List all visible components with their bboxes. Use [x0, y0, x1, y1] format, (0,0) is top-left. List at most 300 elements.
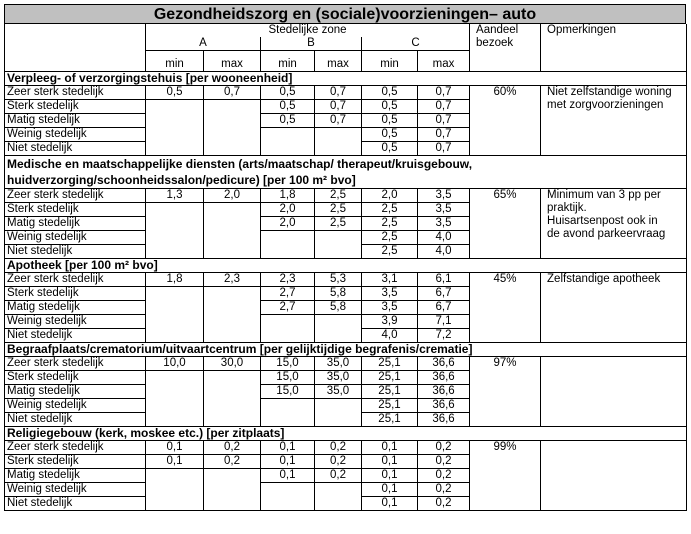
value-cell [418, 398, 470, 412]
value-cell [362, 314, 418, 328]
value-cell [418, 272, 470, 286]
note-line: met zorgvoorzieningen [547, 98, 664, 111]
value-cell [315, 141, 362, 155]
value-cell [362, 454, 418, 468]
value-text: 35,0 [326, 384, 350, 397]
value-cell [418, 370, 470, 384]
value-cell [362, 440, 418, 454]
value-cell [146, 328, 204, 342]
value-cell [204, 328, 261, 342]
value-cell [315, 482, 362, 496]
value-cell [204, 141, 261, 155]
value-text: 25,1 [378, 370, 401, 383]
section-header-row [5, 71, 687, 85]
value-cell [315, 328, 362, 342]
value-text: 0,7 [330, 99, 346, 112]
value-text: 3,5 [381, 286, 398, 299]
value-text: 0,5 [381, 99, 398, 112]
value-cell [418, 384, 470, 398]
value-text: 2,5 [330, 216, 346, 229]
value-cell [146, 244, 204, 258]
value-cell [261, 328, 315, 342]
value-cell [261, 113, 315, 127]
value-cell [418, 496, 470, 510]
value-text: 0,1 [166, 440, 183, 453]
value-cell [204, 300, 261, 314]
value-cell [204, 230, 261, 244]
value-cell [204, 113, 261, 127]
row-label: Niet stedelijk [5, 412, 146, 426]
table-row [5, 188, 687, 202]
value-cell [146, 440, 204, 454]
value-text: 0,1 [166, 454, 183, 467]
value-text: 0,7 [435, 85, 452, 98]
value-text: 0,2 [330, 468, 346, 481]
value-cell [261, 454, 315, 468]
value-cell [146, 216, 204, 230]
value-text: 0,2 [224, 440, 240, 453]
value-cell [418, 244, 470, 258]
value-cell [204, 356, 261, 370]
value-cell [261, 127, 315, 141]
value-cell [315, 286, 362, 300]
value-text: 25,1 [378, 412, 401, 425]
value-cell [418, 216, 470, 230]
value-text: 25,1 [378, 384, 401, 397]
section-header-row [5, 342, 687, 356]
value-text: 0,5 [166, 85, 183, 98]
row-label: Weinig stedelijk [5, 127, 146, 141]
value-cell [418, 286, 470, 300]
corner-cell-2 [5, 37, 146, 51]
zone-c-header: C [362, 37, 470, 51]
row-label: Niet stedelijk [5, 496, 146, 510]
note-line: de avond parkeervraag [547, 227, 666, 240]
value-text: 2,3 [224, 272, 240, 285]
corner-cell [5, 24, 146, 37]
value-text: 0,7 [330, 113, 346, 126]
value-text: 25,1 [378, 356, 401, 369]
value-cell [204, 468, 261, 482]
value-cell [146, 202, 204, 216]
value-cell [261, 99, 315, 113]
table-row [5, 272, 687, 286]
row-label: Niet stedelijk [5, 328, 146, 342]
value-text: 2,0 [381, 188, 398, 201]
value-text: 5,3 [330, 272, 346, 285]
value-text: 36,6 [432, 356, 455, 369]
value-cell [261, 384, 315, 398]
section-title: Medische en maatschappelijke diensten (arts/maatschap/ therapeut/kruisgebouw, huidverzorging/schoonheidssalon/pedicure) [per 100 m² bvo] [5, 155, 687, 188]
value-cell [146, 412, 204, 426]
value-cell [418, 230, 470, 244]
value-cell [204, 314, 261, 328]
value-cell [418, 482, 470, 496]
value-cell [418, 300, 470, 314]
value-text: 0,5 [279, 85, 296, 98]
value-cell [362, 244, 418, 258]
value-cell [315, 85, 362, 99]
value-cell [146, 398, 204, 412]
value-cell [261, 440, 315, 454]
row-label: Weinig stedelijk [5, 398, 146, 412]
value-cell [315, 127, 362, 141]
value-cell [146, 468, 204, 482]
value-text: 4,0 [381, 328, 398, 341]
value-text: 0,1 [279, 440, 296, 453]
min-header: min [362, 51, 418, 72]
value-text: 2,5 [381, 216, 398, 229]
row-label: Zeer sterk stedelijk [5, 188, 146, 202]
value-text: 6,7 [435, 300, 452, 313]
parking-norms-table [4, 24, 687, 511]
value-cell [362, 99, 418, 113]
value-cell [362, 370, 418, 384]
value-text: 0,2 [330, 440, 346, 453]
section-title: Begraafplaats/crematorium/uitvaartcentrum [per gelijktijdige begrafenis/crematie] [5, 342, 687, 356]
row-label: Zeer sterk stedelijk [5, 272, 146, 286]
value-text: 1,8 [279, 188, 296, 201]
value-cell [261, 216, 315, 230]
value-text: 3,1 [381, 272, 398, 285]
value-text: 0,1 [381, 454, 398, 467]
value-text: 0,2 [435, 482, 452, 495]
value-cell [418, 202, 470, 216]
row-label: Matig stedelijk [5, 384, 146, 398]
value-cell [146, 272, 204, 286]
value-text: 1,3 [166, 188, 183, 201]
value-text: 1,8 [166, 272, 183, 285]
min-header: min [146, 51, 204, 72]
value-cell [204, 188, 261, 202]
value-text: 36,6 [432, 370, 455, 383]
row-label: Niet stedelijk [5, 141, 146, 155]
value-cell [146, 85, 204, 99]
value-cell [146, 482, 204, 496]
value-cell [418, 468, 470, 482]
value-cell [261, 482, 315, 496]
table-body [5, 71, 687, 510]
value-cell [146, 370, 204, 384]
value-text: 0,5 [381, 85, 398, 98]
value-cell [204, 85, 261, 99]
value-text: 0,1 [381, 482, 398, 495]
value-text: 0,7 [224, 85, 240, 98]
share-value: 97% [470, 356, 541, 426]
value-cell [261, 300, 315, 314]
value-text: 3,9 [381, 314, 398, 327]
value-cell [146, 314, 204, 328]
value-text: 5,8 [330, 286, 346, 299]
value-text: 0,7 [435, 141, 452, 154]
value-cell [204, 412, 261, 426]
share-value: 45% [470, 272, 541, 342]
value-text: 4,0 [435, 244, 452, 257]
value-cell [315, 244, 362, 258]
value-cell [261, 398, 315, 412]
table-title: Gezondheidszorg en (sociale)voorzieningen– auto [4, 4, 686, 24]
note-line: Huisartsenpost ook in [547, 214, 658, 227]
value-cell [362, 482, 418, 496]
value-cell [418, 412, 470, 426]
value-text: 15,0 [276, 370, 299, 383]
value-cell [261, 286, 315, 300]
value-cell [146, 496, 204, 510]
value-text: 2,5 [330, 202, 346, 215]
section-title: Religiegebouw (kerk, moskee etc.) [per zitplaats] [5, 426, 687, 440]
row-label: Matig stedelijk [5, 113, 146, 127]
value-text: 0,5 [381, 127, 398, 140]
value-cell [362, 496, 418, 510]
value-text: 3,5 [435, 202, 452, 215]
min-header: min [261, 51, 315, 72]
value-cell [146, 230, 204, 244]
value-cell [362, 141, 418, 155]
value-cell [204, 127, 261, 141]
row-label: Sterk stedelijk [5, 454, 146, 468]
value-cell [261, 188, 315, 202]
value-cell [146, 127, 204, 141]
value-text: 35,0 [326, 356, 350, 369]
value-cell [261, 412, 315, 426]
value-cell [261, 272, 315, 286]
value-cell [261, 230, 315, 244]
value-cell [418, 440, 470, 454]
value-cell [362, 85, 418, 99]
value-cell [362, 412, 418, 426]
value-cell [261, 496, 315, 510]
value-text: 0,7 [330, 85, 346, 98]
value-cell [418, 314, 470, 328]
value-cell [315, 496, 362, 510]
value-text: 6,1 [435, 272, 452, 285]
notes-cell [541, 272, 687, 342]
value-cell [315, 99, 362, 113]
value-cell [418, 454, 470, 468]
value-text: 7,2 [435, 328, 452, 341]
share-value: 65% [470, 188, 541, 258]
row-label: Weinig stedelijk [5, 482, 146, 496]
value-cell [362, 202, 418, 216]
value-cell [146, 286, 204, 300]
value-cell [362, 356, 418, 370]
note-line: Niet zelfstandige woning [547, 85, 672, 98]
value-cell [146, 141, 204, 155]
value-text: 30,0 [220, 356, 244, 369]
notes-cell [541, 440, 687, 510]
zone-b-header: B [261, 37, 362, 51]
value-cell [315, 216, 362, 230]
value-text: 15,0 [276, 356, 299, 369]
value-cell [362, 384, 418, 398]
value-cell [418, 127, 470, 141]
value-text: 2,5 [381, 230, 398, 243]
value-text: 2,5 [330, 188, 346, 201]
value-text: 2,0 [279, 202, 296, 215]
value-cell [204, 384, 261, 398]
row-label: Zeer sterk stedelijk [5, 440, 146, 454]
value-text: 3,5 [435, 216, 452, 229]
value-cell [315, 384, 362, 398]
max-header: max [204, 51, 261, 72]
value-cell [261, 468, 315, 482]
value-cell [315, 440, 362, 454]
value-text: 15,0 [276, 384, 299, 397]
value-cell [362, 286, 418, 300]
value-cell [315, 454, 362, 468]
value-text: 6,7 [435, 286, 452, 299]
value-cell [418, 188, 470, 202]
value-text: 7,1 [435, 314, 452, 327]
value-text: 0,1 [279, 454, 296, 467]
value-text: 0,1 [381, 440, 398, 453]
value-cell [315, 230, 362, 244]
value-text: 2,0 [224, 188, 240, 201]
value-cell [362, 127, 418, 141]
value-cell [362, 230, 418, 244]
note-line: praktijk. [547, 201, 587, 214]
value-cell [261, 370, 315, 384]
row-label: Sterk stedelijk [5, 370, 146, 384]
value-cell [362, 398, 418, 412]
value-cell [204, 454, 261, 468]
section-title: Apotheek [per 100 m² bvo] [5, 258, 687, 272]
zone-a-header: A [146, 37, 261, 51]
value-text: 4,0 [435, 230, 452, 243]
value-text: 0,7 [435, 113, 452, 126]
value-cell [204, 272, 261, 286]
row-label: Niet stedelijk [5, 244, 146, 258]
value-cell [315, 398, 362, 412]
value-text: 25,1 [378, 398, 401, 411]
row-label: Zeer sterk stedelijk [5, 85, 146, 99]
value-cell [204, 244, 261, 258]
value-cell [418, 356, 470, 370]
value-text: 0,7 [435, 127, 452, 140]
value-cell [362, 328, 418, 342]
value-text: 0,2 [435, 496, 452, 509]
value-cell [204, 370, 261, 384]
corner-cell-3 [5, 51, 146, 72]
value-cell [315, 202, 362, 216]
value-cell [315, 272, 362, 286]
row-label: Zeer sterk stedelijk [5, 356, 146, 370]
value-cell [204, 482, 261, 496]
value-cell [315, 300, 362, 314]
value-text: 2,7 [279, 286, 296, 299]
value-cell [204, 440, 261, 454]
value-cell [204, 202, 261, 216]
value-text: 2,7 [279, 300, 296, 313]
value-cell [261, 85, 315, 99]
row-label: Weinig stedelijk [5, 230, 146, 244]
value-text: 36,6 [432, 398, 455, 411]
value-cell [418, 113, 470, 127]
section-header-row [5, 258, 687, 272]
value-text: 0,2 [330, 454, 346, 467]
value-text: 3,5 [381, 300, 398, 313]
notes-cell [541, 85, 687, 155]
value-text: 0,5 [381, 113, 398, 126]
value-text: 0,7 [435, 99, 452, 112]
value-text: 0,2 [224, 454, 240, 467]
value-cell [146, 454, 204, 468]
value-text: 0,2 [435, 454, 452, 467]
note-line: Minimum van 3 pp per [547, 188, 661, 201]
row-label: Sterk stedelijk [5, 202, 146, 216]
value-cell [204, 286, 261, 300]
value-cell [418, 85, 470, 99]
row-label: Sterk stedelijk [5, 99, 146, 113]
row-label: Matig stedelijk [5, 300, 146, 314]
value-cell [418, 141, 470, 155]
value-cell [362, 272, 418, 286]
value-text: 10,0 [163, 356, 186, 369]
value-cell [261, 314, 315, 328]
value-text: 0,5 [279, 99, 296, 112]
value-cell [146, 188, 204, 202]
value-cell [362, 188, 418, 202]
table-row [5, 440, 687, 454]
value-text: 0,2 [435, 440, 452, 453]
value-cell [418, 99, 470, 113]
value-text: 36,6 [432, 412, 455, 425]
value-text: 36,6 [432, 384, 455, 397]
notes-cell [541, 188, 687, 258]
value-text: 35,0 [326, 370, 350, 383]
value-cell [204, 496, 261, 510]
value-cell [315, 468, 362, 482]
value-text: 0,5 [381, 141, 398, 154]
value-text: 0,1 [381, 496, 398, 509]
value-cell [261, 141, 315, 155]
share-value: 60% [470, 85, 541, 155]
value-cell [146, 113, 204, 127]
value-text: 2,0 [279, 216, 296, 229]
value-cell [146, 356, 204, 370]
note-line: Zelfstandige apotheek [547, 272, 661, 285]
value-text: 2,5 [381, 202, 398, 215]
section-title: Verpleeg- of verzorgingstehuis [per wooneenheid] [5, 71, 687, 85]
value-cell [315, 370, 362, 384]
value-text: 5,8 [330, 300, 346, 313]
value-cell [315, 412, 362, 426]
value-text: 2,5 [381, 244, 398, 257]
value-cell [261, 244, 315, 258]
value-text: 0,2 [435, 468, 452, 481]
value-text: 0,1 [279, 468, 296, 481]
value-cell [362, 468, 418, 482]
share-value: 99% [470, 440, 541, 510]
zone-header: Stedelijke zone [146, 24, 470, 37]
max-header: max [418, 51, 470, 72]
value-cell [315, 314, 362, 328]
row-label: Matig stedelijk [5, 216, 146, 230]
row-label: Matig stedelijk [5, 468, 146, 482]
section-header-row [5, 426, 687, 440]
value-cell [418, 328, 470, 342]
value-cell [204, 99, 261, 113]
value-cell [315, 113, 362, 127]
table-row [5, 85, 687, 99]
value-text: 3,5 [435, 188, 452, 201]
row-label: Sterk stedelijk [5, 286, 146, 300]
table-row [5, 356, 687, 370]
max-header: max [315, 51, 362, 72]
value-cell [362, 300, 418, 314]
value-cell [204, 216, 261, 230]
value-cell [315, 356, 362, 370]
